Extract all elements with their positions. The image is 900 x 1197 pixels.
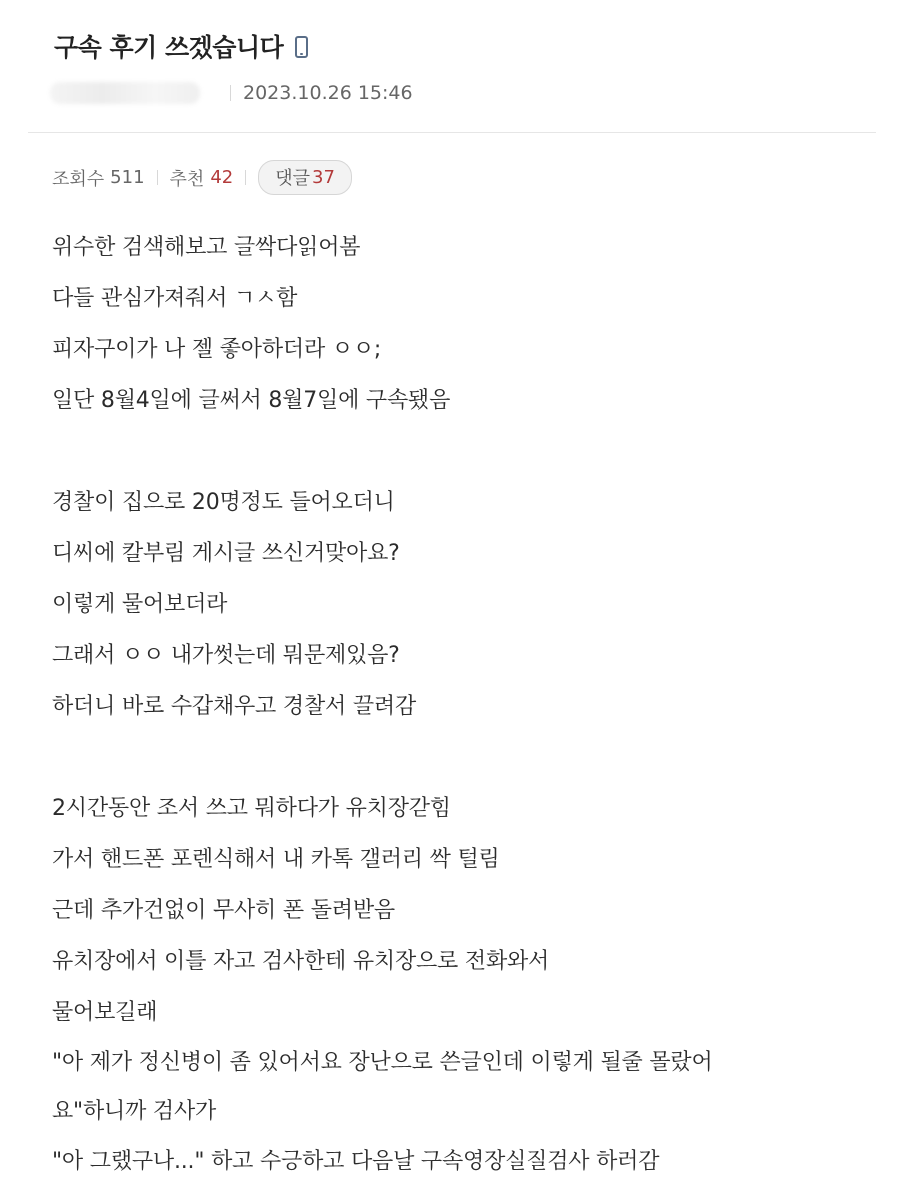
body-line: "아 그랬구나..." 하고 수긍하고 다음날 구속영장실질검사 하러감 [52,1149,660,1174]
comments-count: 37 [312,166,335,188]
body-line: 2시간동안 조서 쓰고 뭐하다가 유치장갇힘 [52,796,451,821]
divider [245,170,246,185]
body-line: 물어보길래 [52,1000,158,1025]
views-count: 511 [110,167,145,188]
recommend-count: 42 [210,167,234,188]
post-date: 2023.10.26 15:46 [243,82,413,104]
body-line: 요"하니까 검사가 [52,1099,217,1124]
body-line: 피자구이가 나 젤 좋아하더라 ㅇㅇ; [52,337,382,362]
post-title: 구속 후기 쓰겠습니다 [54,33,284,62]
body-line: 경찰이 집으로 20명정도 들어오더니 [52,490,395,515]
body-line: 근데 추가건없이 무사히 폰 돌려받음 [52,898,395,923]
post-body [52,222,872,1187]
body-line: 다들 관심가져줘서 ㄱㅅ함 [52,286,298,311]
post-header [28,0,876,133]
body-line: 위수한 검색해보고 글싹다읽어봄 [52,235,361,260]
body-line: 가서 핸드폰 포렌식해서 내 카톡 갤러리 싹 털림 [52,847,500,872]
body-line: "아 제가 정신병이 좀 있어서요 장난으로 쓴글인데 이렇게 될줄 몰랐어 [52,1050,713,1075]
body-line: 유치장에서 이틀 자고 검사한테 유치장으로 전화와서 [52,949,550,974]
divider [157,170,158,185]
body-line-blank [52,732,872,783]
recommend-label: 추천 [169,168,205,190]
comments-label: 댓글 [275,168,310,189]
body-line: 이렇게 물어보더라 [52,592,228,617]
body-line: 그래서 ㅇㅇ 내가썻는데 뭐문제있음? [52,643,400,668]
body-line-blank [52,426,872,477]
meta-row [50,82,413,104]
body-line: 디씨에 칼부림 게시글 쓰신거맞아요? [52,541,400,566]
body-line: 하더니 바로 수갑채우고 경찰서 끌려감 [52,694,417,719]
views-label: 조회수 [52,168,105,190]
stats-row [52,160,352,195]
author-name-blurred[interactable] [50,82,200,104]
mobile-phone-icon [295,36,308,58]
body-line: 일단 8월4일에 글써서 8월7일에 구속됐음 [52,388,451,413]
divider [230,85,231,101]
comments-button[interactable] [258,160,352,195]
title-row [54,28,308,64]
